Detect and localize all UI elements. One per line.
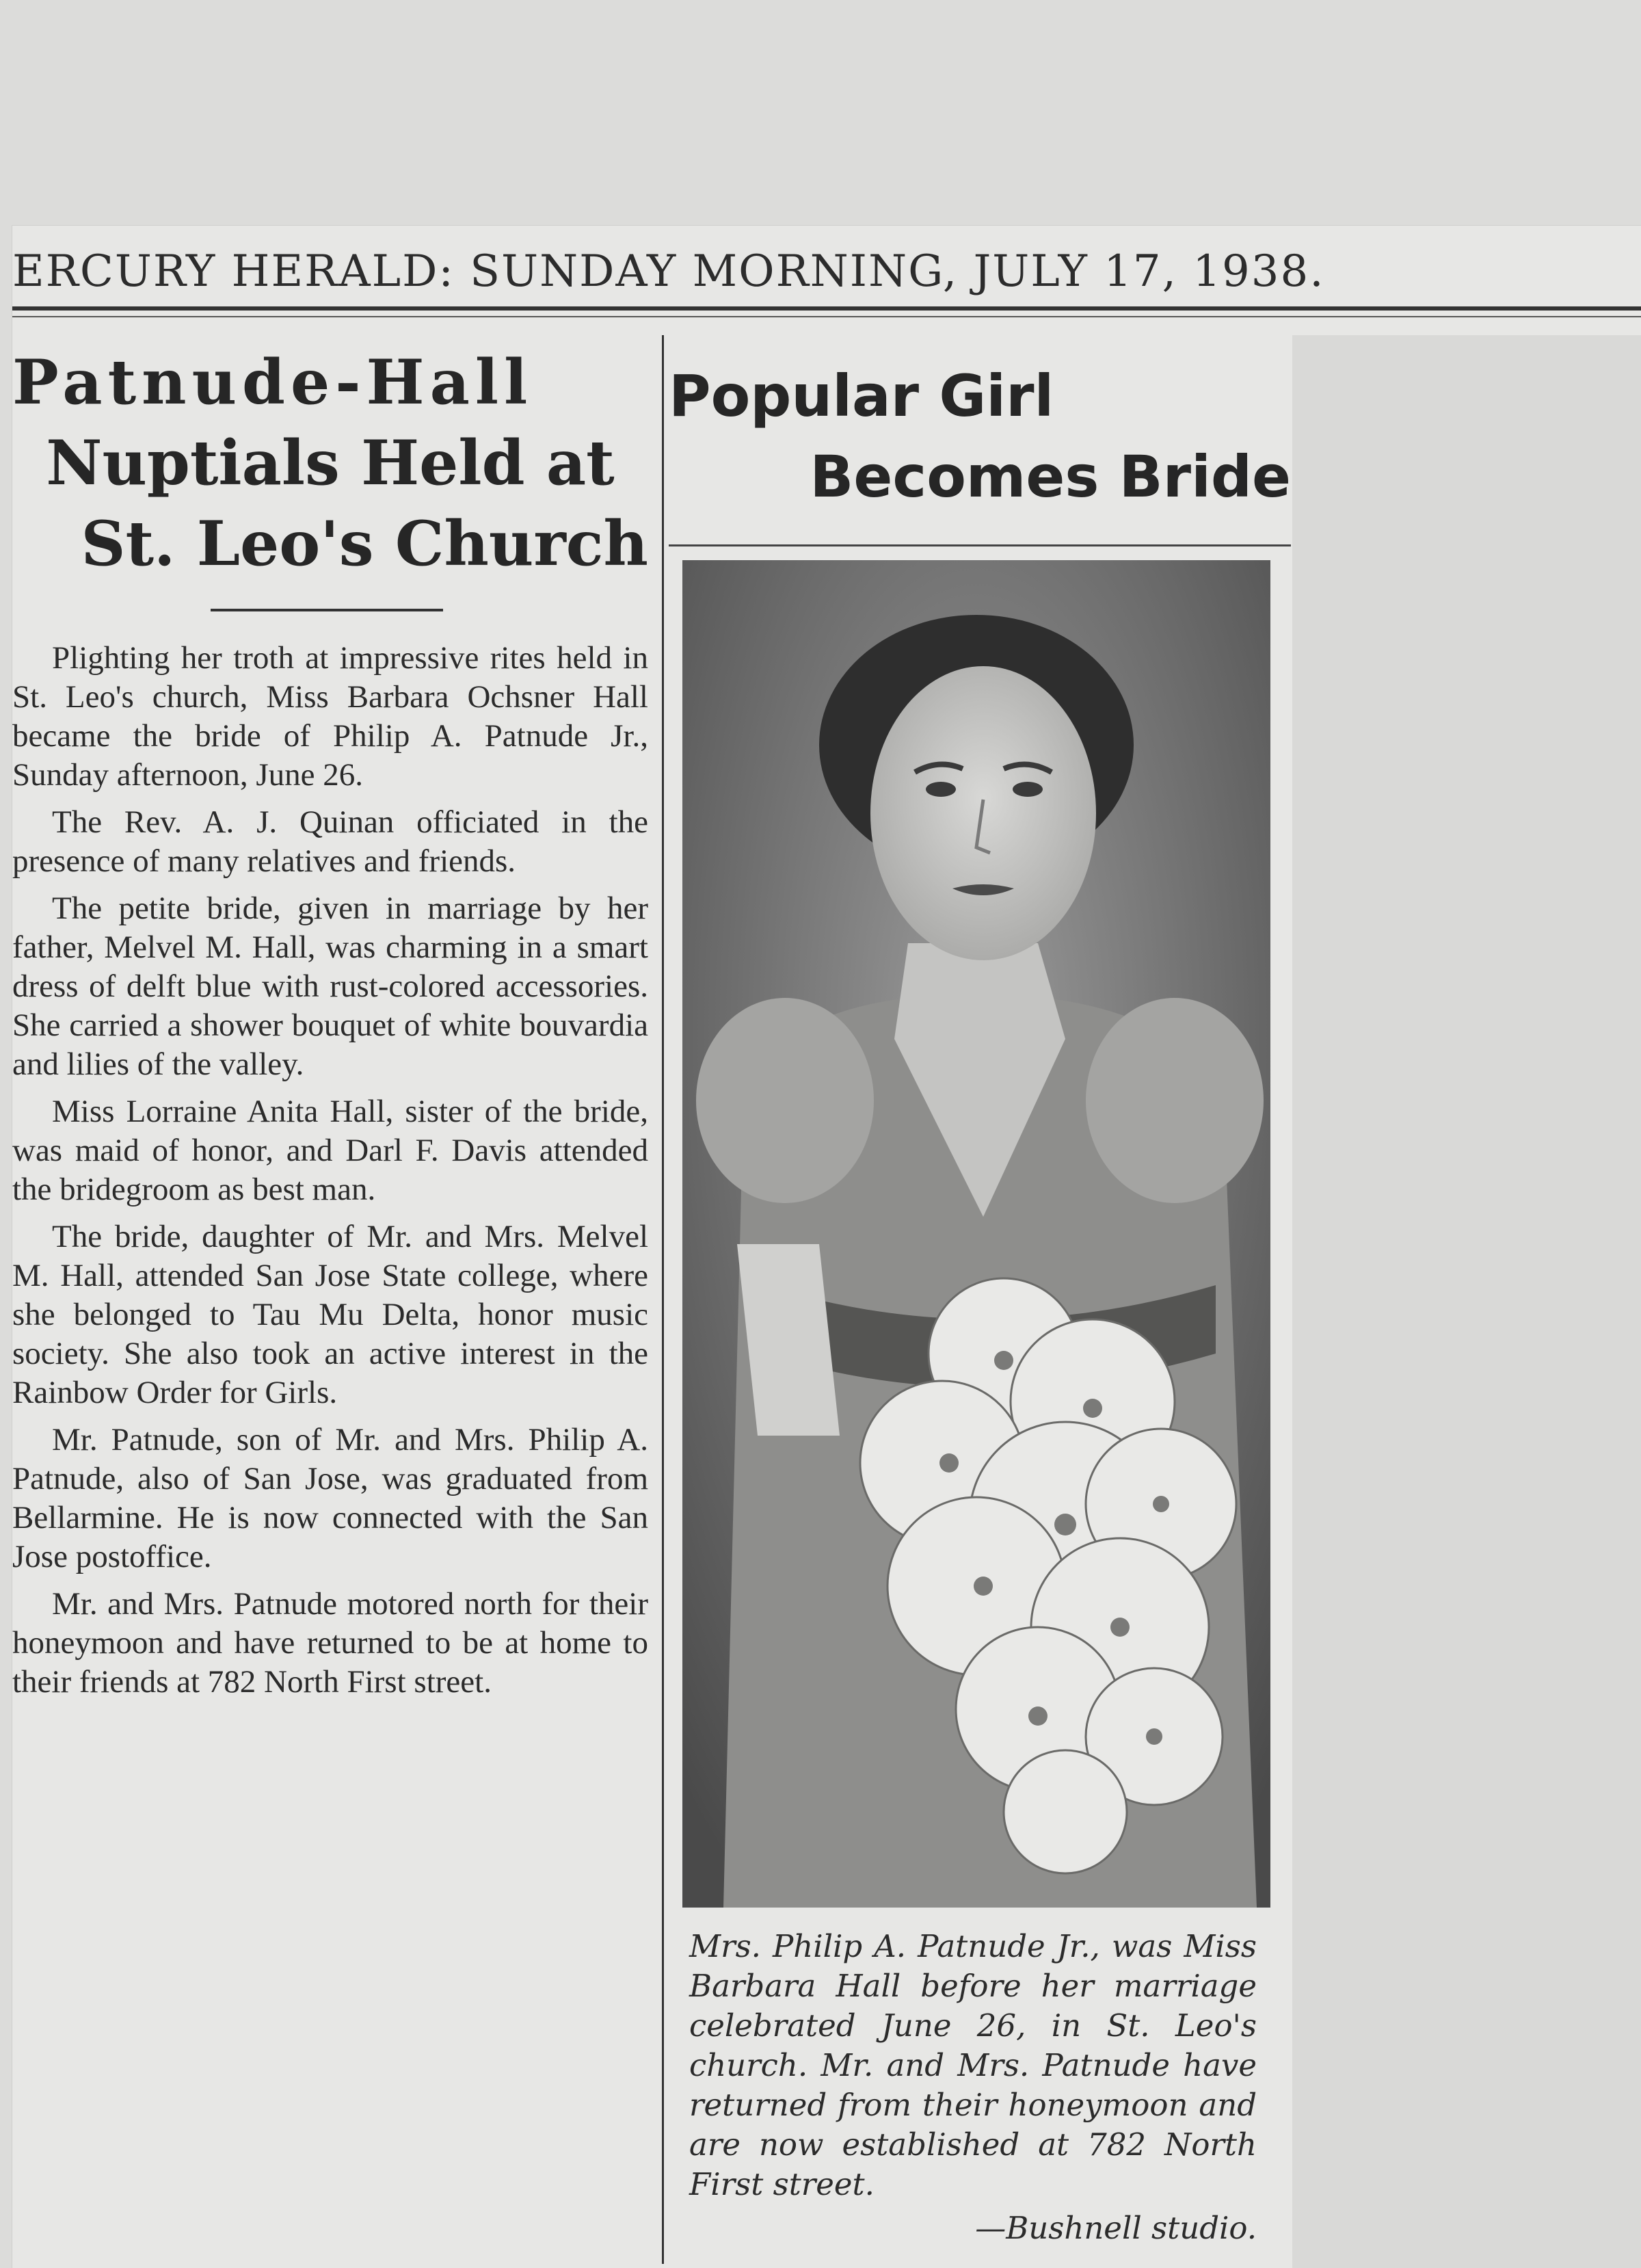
column-divider: [662, 335, 664, 2264]
article-column: [12, 342, 648, 1710]
article-paragraph: Plighting her troth at impressive rites held in St. Leo's church, Miss Barbara Ochsner Hall became the bride of Philip A. Patnude Jr., Sunday afternoon, June 26.: [12, 640, 648, 793]
article-paragraph: Mr. Patnude, son of Mr. and Mrs. Philip A. Patnude, also of San Jose, was graduated from Bellarmine. He is now connected with the San Jose postoffice.: [12, 1422, 648, 1574]
article-paragraph: Miss Lorraine Anita Hall, sister of the bride, was maid of honor, and Darl F. Davis attended the bridegroom as best man.: [12, 1094, 648, 1207]
article-paragraph: The Rev. A. J. Quinan officiated in the presence of many relatives and friends.: [12, 804, 648, 879]
scan-margin: [1292, 335, 1641, 2268]
masthead-text: ERCURY HERALD: SUNDAY MORNING, JULY 17, 1938.: [12, 246, 1325, 297]
article-paragraph: Mr. and Mrs. Patnude motored north for their honeymoon and have returned to be at home to their friends at 782 North First street.: [12, 1586, 648, 1700]
portrait-illustration: [682, 560, 1270, 1908]
masthead-rule: [12, 306, 1641, 311]
photo-caption: [689, 1927, 1257, 2204]
headline-line: Nuptials Held at: [46, 427, 615, 499]
photo-credit: —Bushnell studio.: [975, 2210, 1257, 2246]
headline-line: Patnude-Hall: [12, 346, 533, 419]
photo-column: [669, 356, 1291, 2246]
article-headline: [12, 342, 648, 584]
masthead-rule-thin: [12, 316, 1641, 317]
bride-photograph: [682, 560, 1270, 1908]
article-body: [12, 639, 648, 1702]
photo-headline-line: Becomes Bride: [810, 443, 1291, 510]
article-paragraph: The bride, daughter of Mr. and Mrs. Melvel M. Hall, attended San Jose State college, where she belonged to Tau Mu Delta, honor music society. She also took an active interest in the Rainbow Order for Girls.: [12, 1219, 648, 1410]
photo-headline-line: Popular Girl: [669, 362, 1054, 430]
headline-rule: [211, 609, 443, 611]
article-paragraph: The petite bride, given in marriage by her father, Melvel M. Hall, was charming in a smart dress of delft blue with rust-colored accessories. She carried a shower bouquet of white bouvardia and lilies of the valley.: [12, 891, 648, 1082]
photo-headline: [669, 356, 1291, 517]
masthead: [12, 226, 1641, 302]
headline-line: St. Leo's Church: [81, 507, 648, 580]
photo-headline-rule: [669, 544, 1291, 546]
caption-text: Mrs. Philip A. Patnude Jr., was Miss Barbara Hall before her marriage celebrated June 26, in St. Leo's church. Mr. and Mrs. Patnude have returned from their honeymoon and are now established at 782 North First street.: [689, 1928, 1257, 2202]
